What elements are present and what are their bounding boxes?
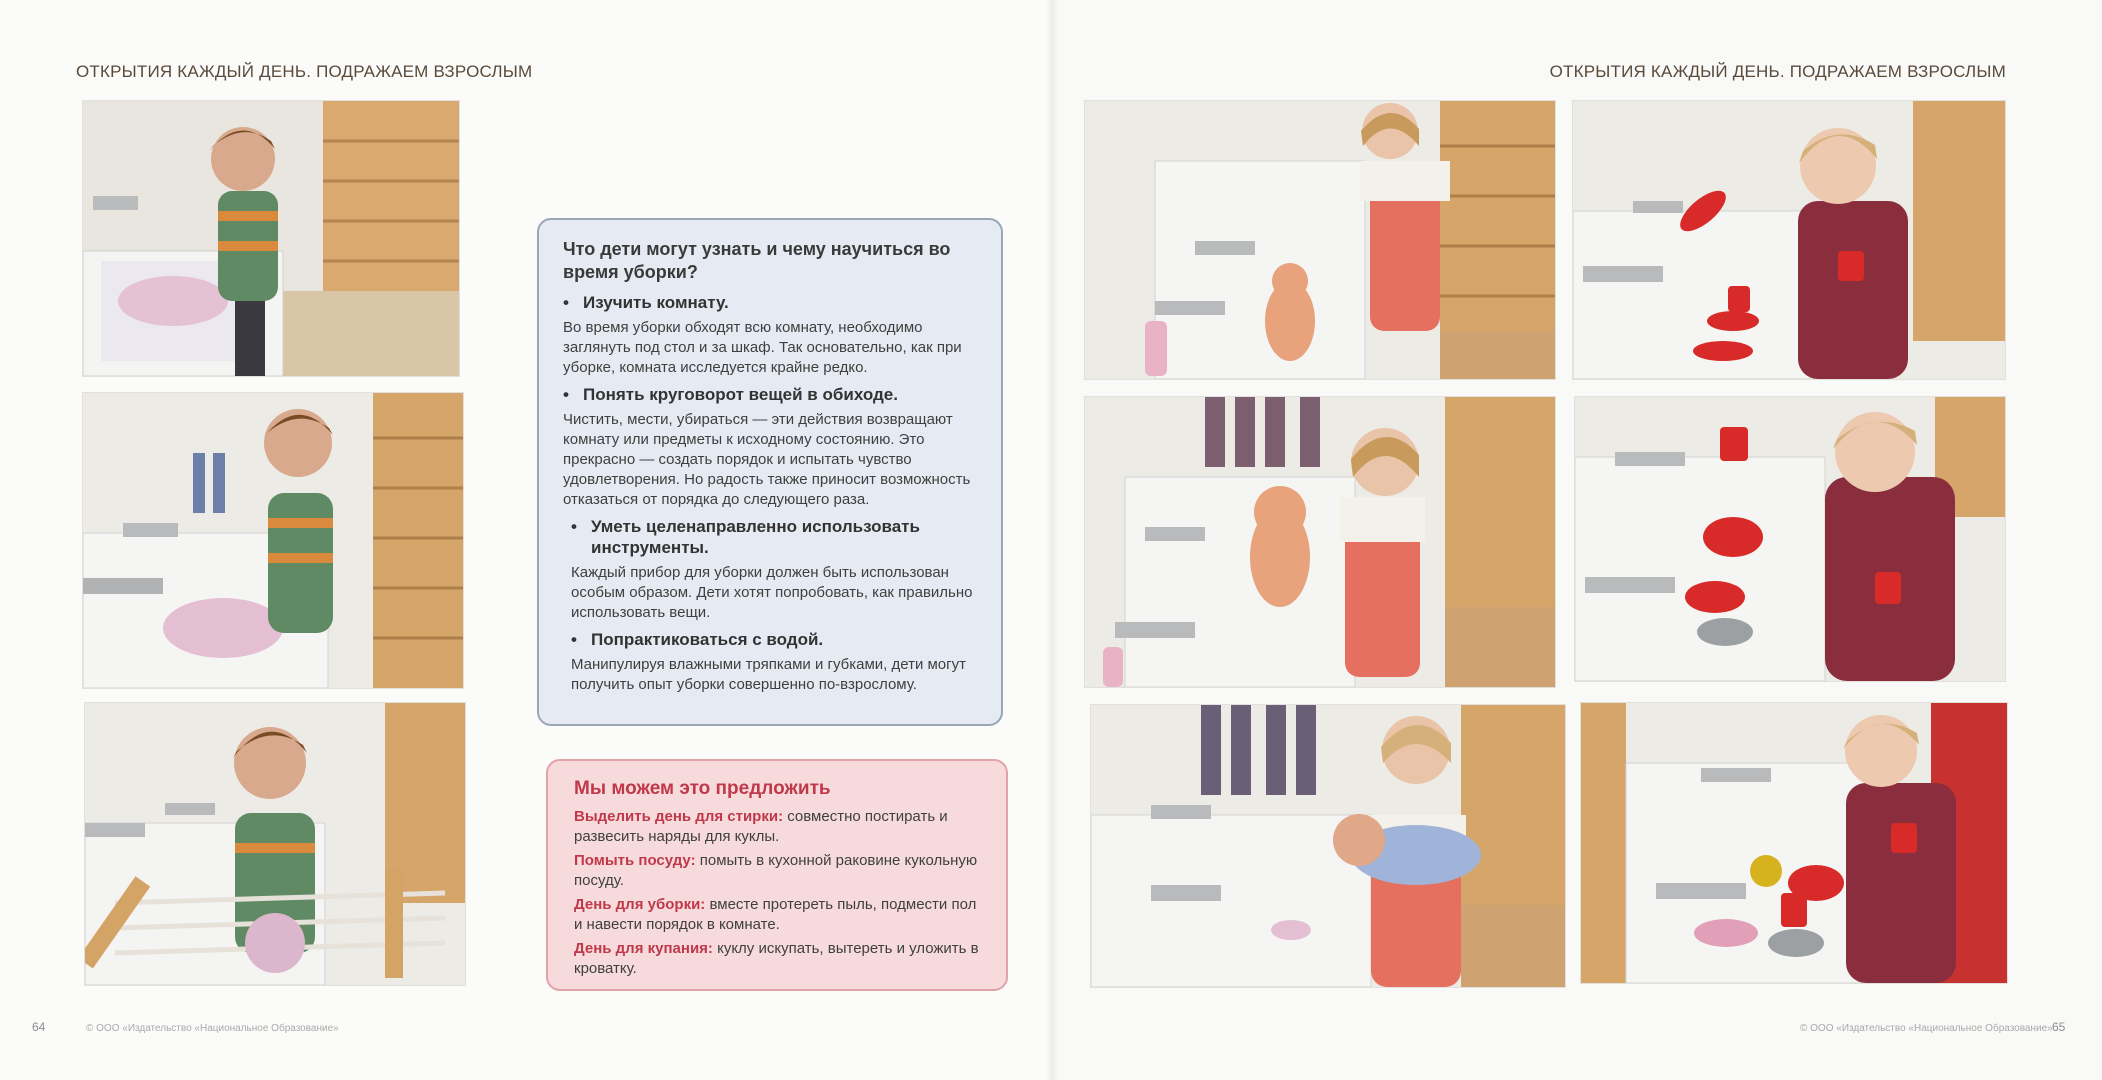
offer-item: День для купания: куклу искупать, вытереть и уложить в кроватку. [574,940,979,977]
photo-boy-washing-2 [82,392,464,689]
info-item-text: Каждый прибор для уборки должен быть использован особым образом. Дети хотят попробовать, как правильно использовать вещи. [571,564,973,621]
photo-boy-drying-rack [84,702,466,986]
learning-info-box [537,218,1003,726]
running-head-left: ОТКРЫТИЯ КАЖДЫЙ ДЕНЬ. ПОДРАЖАЕМ ВЗРОСЛЫМ [76,62,533,81]
info-box-title: Что дети могут узнать и чему научиться во время уборки? [563,239,951,282]
info-item-text: Чистить, мести, убираться — эти действия возвращают комнату или предметы к исходному состоянию. Это прекрасно — создать порядок и испытать чувство удовлетворения. Но радость также приносит возможность отказаться от порядка до следующего раза. [563,411,971,508]
photo-girl-red-dishes-1 [1572,100,2006,380]
offer-item: Выделить день для стирки: совместно постирать и развесить наряды для куклы. [574,808,948,845]
info-item-heading: • Изучить комнату. [563,293,729,312]
info-item-heading: • Понять круговорот вещей в обиходе. [563,385,898,404]
running-head-right: ОТКРЫТИЯ КАЖДЫЙ ДЕНЬ. ПОДРАЖАЕМ ВЗРОСЛЫМ [1549,62,2006,81]
photo-girl-bathing-doll-2 [1084,396,1556,688]
offer-box [546,759,1008,991]
book-gutter [1046,0,1058,1080]
page-number-right: 65 [2052,1020,2066,1034]
offer-item: День для уборки: вместе протереть пыль, подмести пол и навести порядок в комнате. [574,896,977,933]
copyright-left: © ООО «Издательство «Национальное Образование» [86,1023,339,1034]
info-item-text: Во время уборки обходят всю комнату, необходимо заглянуть под стол и за шкаф. Так основательно, как при уборке, комната исследуется крайне редко. [563,319,962,376]
photo-girl-bathing-doll-1 [1084,100,1556,380]
info-item-text: Манипулируя влажными тряпками и губками, дети могут получить опыт уборки совершенно по-взрослому. [571,656,966,693]
photo-girl-scrubbing-dishes [1580,702,2008,984]
photo-boy-washing-1 [82,100,460,377]
copyright-right: © ООО «Издательство «Национальное Образование» [1800,1023,2053,1034]
offer-box-title: Мы можем это предложить [574,778,831,799]
photo-girl-holding-doll [1090,704,1566,988]
photo-girl-red-dishes-2 [1574,396,2006,682]
page-number-left: 64 [32,1020,46,1034]
info-item-heading: • Уметь целенаправленно использовать инструменты. [571,517,920,557]
offer-item: Помыть посуду: помыть в кухонной раковине кукольную посуду. [574,852,978,889]
info-item-heading: • Попрактиковаться с водой. [571,630,824,649]
